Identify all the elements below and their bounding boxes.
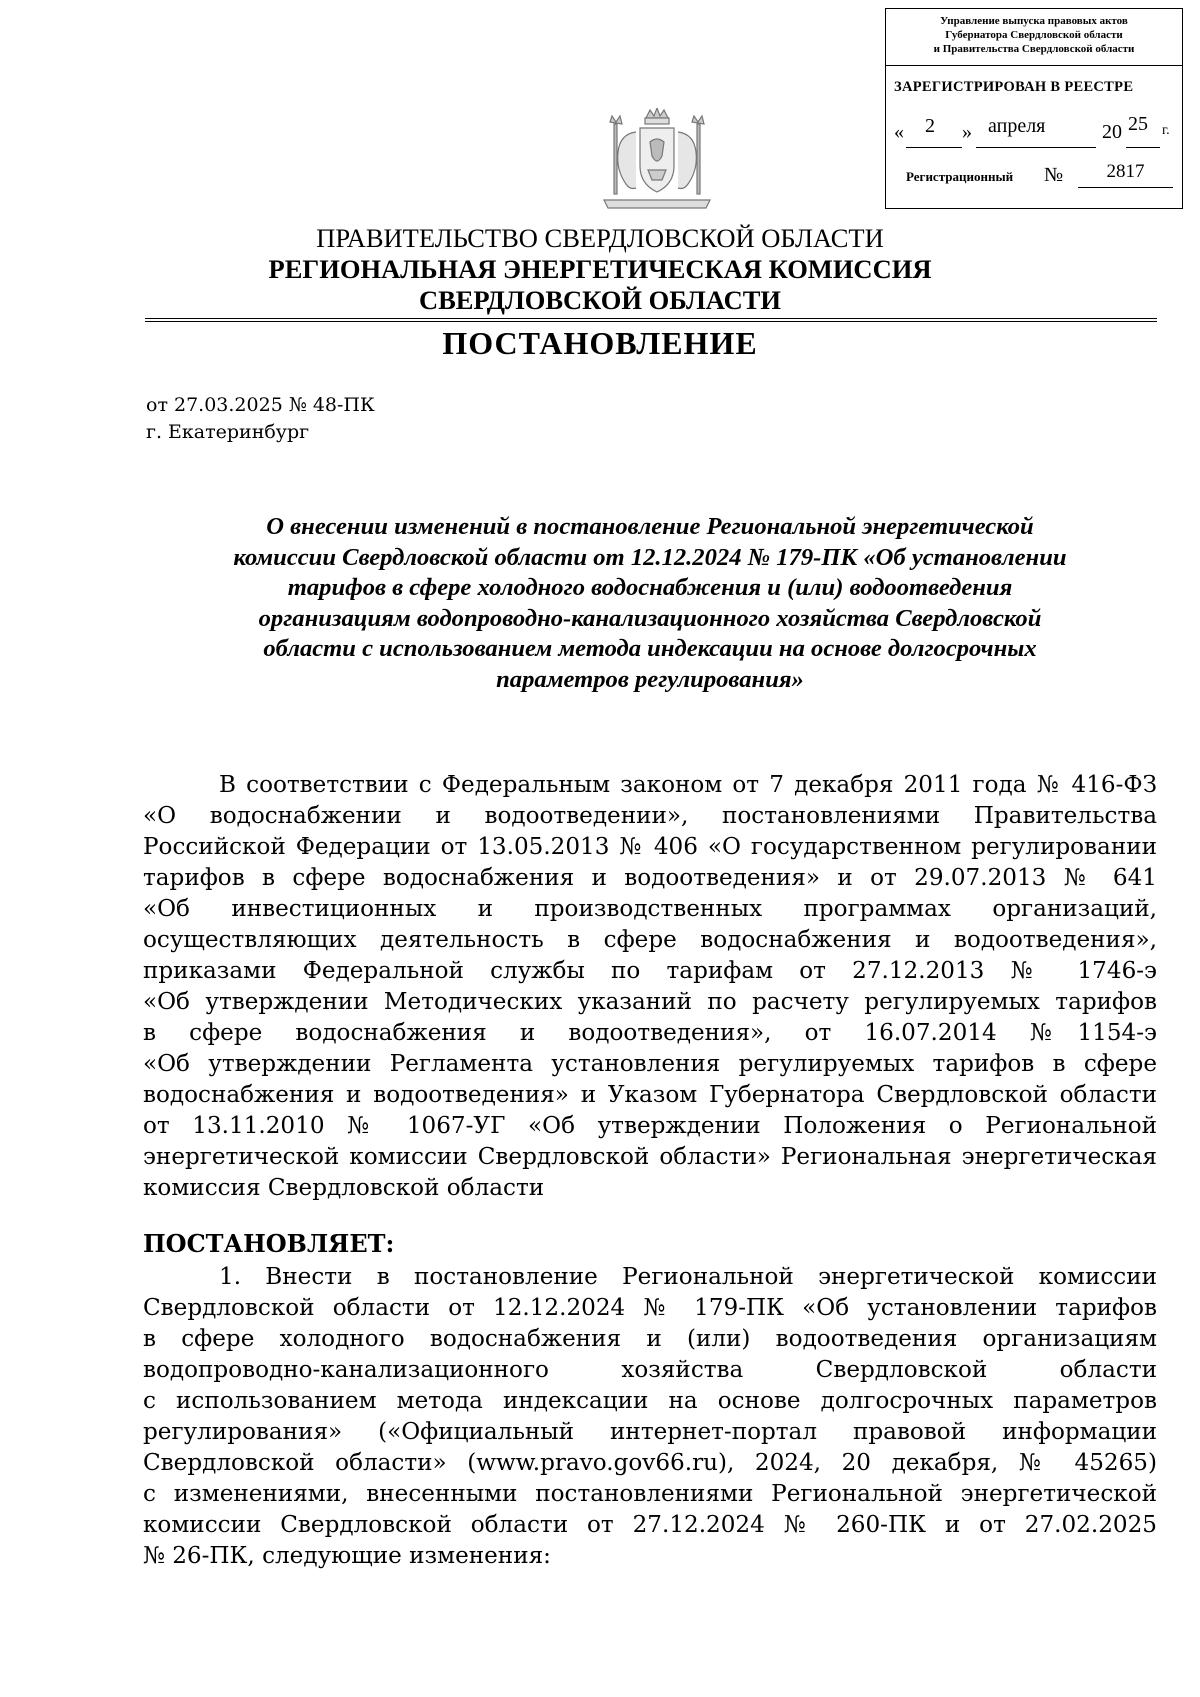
- coat-of-arms-icon: [590, 108, 724, 214]
- preamble-line: водоснабжения и водоотведения» и Указом Губернатора Свердловской области: [143, 1082, 1157, 1108]
- title-line: организациям водопроводно-канализационного хозяйства Свердловской: [258, 604, 1042, 632]
- preamble-line: Российской Федерации от 13.05.2013 № 406 «О государственном регулировании: [143, 834, 1157, 860]
- preamble-line: осуществляющих деятельность в сфере водоснабжения и водоотведения»,: [143, 927, 1157, 953]
- item-line: № 26-ПК, следующие изменения:: [143, 1543, 551, 1569]
- header-divider: [145, 318, 1157, 319]
- stamp-header: [886, 9, 1182, 66]
- preamble-line: В соответствии с Федеральным законом от 7 декабря 2011 года № 416-ФЗ: [219, 772, 1157, 798]
- item-1: [143, 1262, 1157, 1572]
- stamp-year-prefix: 20: [1102, 121, 1122, 143]
- item-line: регулирования» («Официальный интернет-портал правовой информации: [143, 1419, 1157, 1445]
- stamp-header-line: Управление выпуска правовых актов: [940, 15, 1128, 27]
- item-line: с изменениями, внесенными постановлениями Региональной энергетической: [143, 1481, 1157, 1507]
- document-title: [140, 512, 1160, 695]
- item-line: в сфере холодного водоснабжения и (или) водоотведения организациям: [143, 1326, 1157, 1352]
- title-line: тарифов в сфере холодного водоснабжения и (или) водоотведения: [287, 574, 1013, 601]
- registration-stamp: [885, 8, 1183, 209]
- title-line: параметров регулирования»: [496, 665, 804, 693]
- header-divider: [145, 321, 1157, 322]
- stamp-reg-label: Регистрационный: [906, 169, 1014, 184]
- stamp-day: 2: [925, 115, 935, 137]
- stamp-year-mark: г.: [1162, 123, 1170, 138]
- preamble-line: комиссия Свердловской области: [143, 1175, 545, 1201]
- item-line: с использованием метода индексации на основе долгосрочных параметров: [143, 1388, 1157, 1414]
- resolves-heading: ПОСТАНОВЛЯЕТ:: [143, 1229, 395, 1258]
- stamp-quote-open: «: [894, 121, 904, 143]
- stamp-reg-number: 2817: [1078, 161, 1173, 188]
- stamp-header-line: и Правительства Свердловской области: [933, 43, 1135, 55]
- preamble-line: «Об утверждении Методических указаний по расчету регулируемых тарифов: [143, 989, 1157, 1015]
- preamble: [143, 770, 1157, 1204]
- item-line: Свердловской области» (www.pravo.gov66.ru), 2024, 20 декабря, № 45265): [143, 1450, 1157, 1476]
- title-line: комиссии Свердловской области от 12.12.2024 № 179-ПК «Об установлении: [233, 543, 1067, 571]
- document-type: ПОСТАНОВЛЕНИЕ: [442, 325, 758, 361]
- title-line: области с использованием метода индексации на основе долгосрочных: [263, 635, 1037, 662]
- title-line: О внесении изменений в постановление Региональной энергетической: [266, 513, 1034, 540]
- preamble-line: тарифов в сфере водоснабжения и водоотведения» и от 29.07.2013 № 641: [143, 865, 1157, 891]
- preamble-line: от 13.11.2010 № 1067-УГ «Об утверждении Положения о Региональной: [143, 1113, 1157, 1139]
- document-date-number: от 27.03.2025 № 48-ПК: [146, 394, 375, 416]
- item-line: водопроводно-канализационного хозяйства Свердловской области: [143, 1357, 1157, 1383]
- stamp-quote-close: »: [962, 121, 972, 143]
- preamble-line: энергетической комиссии Свердловской области» Региональная энергетическая: [143, 1144, 1157, 1170]
- commission-name-line1: РЕГИОНАЛЬНАЯ ЭНЕРГЕТИЧЕСКАЯ КОМИССИЯ: [268, 254, 932, 284]
- item-line: 1. Внести в постановление Региональной энергетической комиссии: [219, 1264, 1157, 1290]
- stamp-month: апреля: [988, 115, 1046, 137]
- stamp-date: [894, 113, 1176, 151]
- preamble-line: «Об утверждении Регламента установления регулируемых тарифов в сфере: [143, 1051, 1157, 1077]
- document-city: г. Екатеринбург: [146, 421, 310, 443]
- commission-name-line2: СВЕРДЛОВСКОЙ ОБЛАСТИ: [418, 285, 782, 315]
- stamp-title: ЗАРЕГИСТРИРОВАН В РЕЕСТРЕ: [894, 79, 1134, 95]
- stamp-no-sign: №: [1044, 164, 1064, 186]
- preamble-line: в сфере водоснабжения и водоотведения», от 16.07.2014 №1154-э: [143, 1020, 1157, 1046]
- preamble-line: «Об инвестиционных и производственных программах организаций,: [143, 896, 1157, 922]
- stamp-year-suffix: 25: [1128, 113, 1148, 135]
- preamble-line: приказами Федеральной службы по тарифам от 27.12.2013 № 1746-э: [143, 958, 1157, 984]
- government-name: ПРАВИТЕЛЬСТВО СВЕРДЛОВСКОЙ ОБЛАСТИ: [316, 223, 884, 253]
- item-line: комиссии Свердловской области от 27.12.2024 № 260-ПК и от 27.02.2025: [143, 1512, 1157, 1538]
- stamp-header-line: Губернатора Свердловской области: [945, 29, 1123, 41]
- item-line: Свердловской области от 12.12.2024 № 179-ПК «Об установлении тарифов: [143, 1295, 1157, 1321]
- preamble-line: «О водоснабжении и водоотведении», постановлениями Правительства: [143, 803, 1157, 829]
